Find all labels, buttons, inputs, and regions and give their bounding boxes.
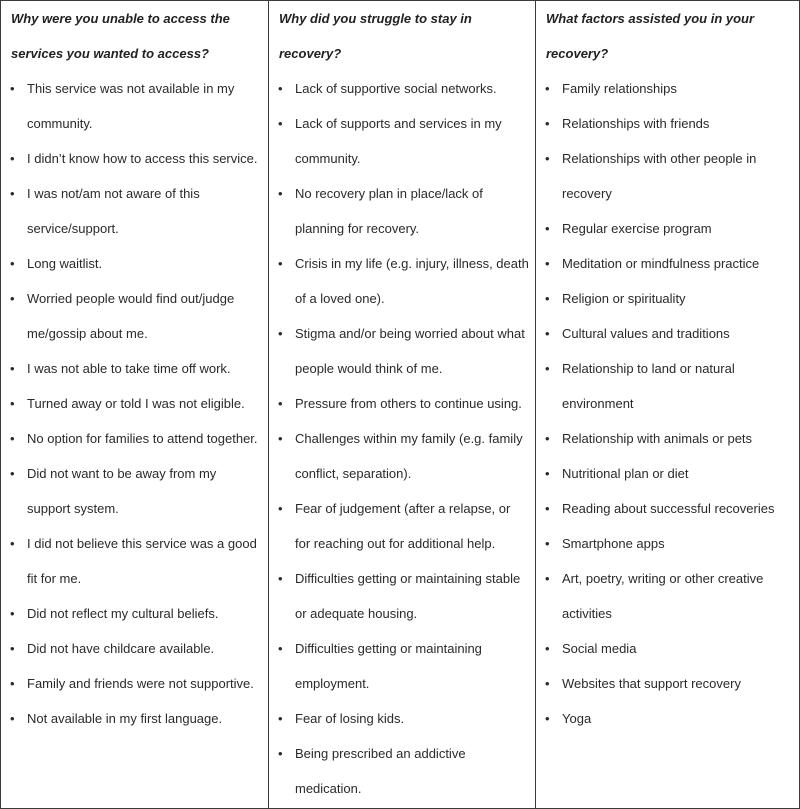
list-item-text: Crisis in my life (e.g. injury, illness, death of a loved one). xyxy=(295,256,529,306)
list-item-text: No recovery plan in place/lack of planning for recovery. xyxy=(295,186,483,236)
bullet-icon: • xyxy=(10,536,15,551)
list-item xyxy=(278,176,529,246)
list-item-text: Regular exercise program xyxy=(562,221,712,236)
list-item-text: Long waitlist. xyxy=(27,256,103,271)
list-item-text: I was not able to take time off work. xyxy=(27,361,231,376)
bullet-icon: • xyxy=(10,431,15,446)
list-item xyxy=(278,631,529,701)
list-item xyxy=(10,526,262,596)
list-item xyxy=(10,631,262,666)
list-item xyxy=(278,71,529,106)
list-item xyxy=(10,421,262,456)
list-item-text: Art, poetry, writing or other creative activities xyxy=(562,571,764,621)
list-item xyxy=(545,141,793,211)
list-item xyxy=(278,561,529,631)
list-item xyxy=(10,71,262,141)
column-header-struggles: Why did you struggle to stay in recovery? xyxy=(279,11,472,61)
list-recovery-factors xyxy=(536,71,799,736)
list-item xyxy=(545,316,793,351)
list-item xyxy=(10,701,262,736)
bullet-icon: • xyxy=(278,711,283,726)
list-item xyxy=(278,246,529,316)
list-item xyxy=(545,421,793,456)
list-item xyxy=(10,666,262,701)
list-item-text: Being prescribed an addictive medication. xyxy=(295,746,466,796)
list-item-text: Cultural values and traditions xyxy=(562,326,730,341)
list-item xyxy=(278,316,529,386)
bullet-icon: • xyxy=(545,116,550,131)
list-item-text: Relationships with other people in recovery xyxy=(562,151,757,201)
list-item xyxy=(10,141,262,176)
list-item-text: Meditation or mindfulness practice xyxy=(562,256,760,271)
bullet-icon: • xyxy=(10,361,15,376)
bullet-icon: • xyxy=(545,466,550,481)
list-item-text: Challenges within my family (e.g. family conflict, separation). xyxy=(295,431,523,481)
list-item xyxy=(545,246,793,281)
list-item xyxy=(545,106,793,141)
list-item xyxy=(10,246,262,281)
list-item xyxy=(10,281,262,351)
bullet-icon: • xyxy=(545,431,550,446)
bullet-icon: • xyxy=(10,676,15,691)
list-item-text: This service was not available in my community. xyxy=(27,81,235,131)
bullet-icon: • xyxy=(10,606,15,621)
list-item-text: Smartphone apps xyxy=(562,536,665,551)
bullet-icon: • xyxy=(278,641,283,656)
list-item xyxy=(10,386,262,421)
list-item-text: Reading about successful recoveries xyxy=(562,501,775,516)
list-item xyxy=(10,176,262,246)
bullet-icon: • xyxy=(545,221,550,236)
list-item-text: Worried people would find out/judge me/gossip about me. xyxy=(27,291,235,341)
bullet-icon: • xyxy=(545,291,550,306)
list-item-text: Turned away or told I was not eligible. xyxy=(27,396,245,411)
list-item-text: Lack of supports and services in my community. xyxy=(295,116,502,166)
list-recovery-struggles xyxy=(269,71,535,806)
list-item xyxy=(545,561,793,631)
list-item-text: Difficulties getting or maintaining employment. xyxy=(295,641,482,691)
list-item xyxy=(545,526,793,561)
list-item xyxy=(278,736,529,806)
bullet-icon: • xyxy=(10,641,15,656)
list-item xyxy=(545,351,793,421)
bullet-icon: • xyxy=(545,326,550,341)
list-item-text: Not available in my first language. xyxy=(27,711,223,726)
list-item-text: Did not reflect my cultural beliefs. xyxy=(27,606,219,621)
list-access-barriers xyxy=(1,71,268,736)
bullet-icon: • xyxy=(545,361,550,376)
bullet-icon: • xyxy=(10,151,15,166)
bullet-icon: • xyxy=(278,571,283,586)
list-item-text: I didn’t know how to access this service. xyxy=(27,151,258,166)
list-item-text: I was not/am not aware of this service/support. xyxy=(27,186,200,236)
list-item xyxy=(545,666,793,701)
bullet-icon: • xyxy=(545,571,550,586)
bullet-icon: • xyxy=(278,186,283,201)
list-item-text: Yoga xyxy=(562,711,592,726)
list-item-text: Lack of supportive social networks. xyxy=(295,81,497,96)
bullet-icon: • xyxy=(545,501,550,516)
column-recovery-struggles xyxy=(268,1,535,808)
list-item-text: No option for families to attend together. xyxy=(27,431,258,446)
list-item-text: Fear of judgement (after a relapse, or for reaching out for additional help. xyxy=(295,501,511,551)
column-recovery-factors xyxy=(535,1,799,808)
list-item xyxy=(545,71,793,106)
list-item-text: Did not have childcare available. xyxy=(27,641,215,656)
list-item xyxy=(545,491,793,526)
list-item xyxy=(10,351,262,386)
list-item xyxy=(10,456,262,526)
bullet-icon: • xyxy=(545,536,550,551)
list-item-text: Did not want to be away from my support system. xyxy=(27,466,217,516)
list-item-text: Relationship with animals or pets xyxy=(562,431,753,446)
list-item-text: Social media xyxy=(562,641,637,656)
bullet-icon: • xyxy=(278,431,283,446)
list-item-text: Difficulties getting or maintaining stable or adequate housing. xyxy=(295,571,521,621)
column-header-access: Why were you unable to access the services you wanted to access? xyxy=(11,11,230,61)
column-header-factors: What factors assisted you in your recovery? xyxy=(546,11,755,61)
list-item-text: Websites that support recovery xyxy=(562,676,741,691)
bullet-icon: • xyxy=(278,326,283,341)
list-item-text: Fear of losing kids. xyxy=(295,711,405,726)
bullet-icon: • xyxy=(10,291,15,306)
bullet-icon: • xyxy=(278,501,283,516)
bullet-icon: • xyxy=(545,151,550,166)
bullet-icon: • xyxy=(545,676,550,691)
bullet-icon: • xyxy=(10,711,15,726)
list-item-text: Religion or spirituality xyxy=(562,291,686,306)
list-item-text: Nutritional plan or diet xyxy=(562,466,689,481)
bullet-icon: • xyxy=(545,81,550,96)
list-item-text: Family relationships xyxy=(562,81,677,96)
list-item xyxy=(278,386,529,421)
bullet-icon: • xyxy=(10,186,15,201)
list-item xyxy=(545,211,793,246)
list-item xyxy=(545,631,793,666)
bullet-icon: • xyxy=(278,396,283,411)
list-item xyxy=(278,701,529,736)
bullet-icon: • xyxy=(10,466,15,481)
list-item-text: Pressure from others to continue using. xyxy=(295,396,522,411)
bullet-icon: • xyxy=(278,746,283,761)
list-item xyxy=(545,456,793,491)
list-item xyxy=(278,106,529,176)
bullet-icon: • xyxy=(545,641,550,656)
bullet-icon: • xyxy=(10,256,15,271)
column-access-barriers xyxy=(1,1,268,808)
list-item xyxy=(545,701,793,736)
bullet-icon: • xyxy=(545,711,550,726)
bullet-icon: • xyxy=(278,116,283,131)
list-item xyxy=(10,596,262,631)
list-item xyxy=(278,421,529,491)
bullet-icon: • xyxy=(278,81,283,96)
bullet-icon: • xyxy=(10,396,15,411)
list-item-text: I did not believe this service was a good fit for me. xyxy=(27,536,257,586)
list-item-text: Family and friends were not supportive. xyxy=(27,676,254,691)
bullet-icon: • xyxy=(278,256,283,271)
bullet-icon: • xyxy=(545,256,550,271)
list-item-text: Stigma and/or being worried about what people would think of me. xyxy=(295,326,525,376)
list-item-text: Relationship to land or natural environment xyxy=(562,361,735,411)
list-item xyxy=(278,491,529,561)
bullet-icon: • xyxy=(10,81,15,96)
list-item-text: Relationships with friends xyxy=(562,116,710,131)
list-item xyxy=(545,281,793,316)
